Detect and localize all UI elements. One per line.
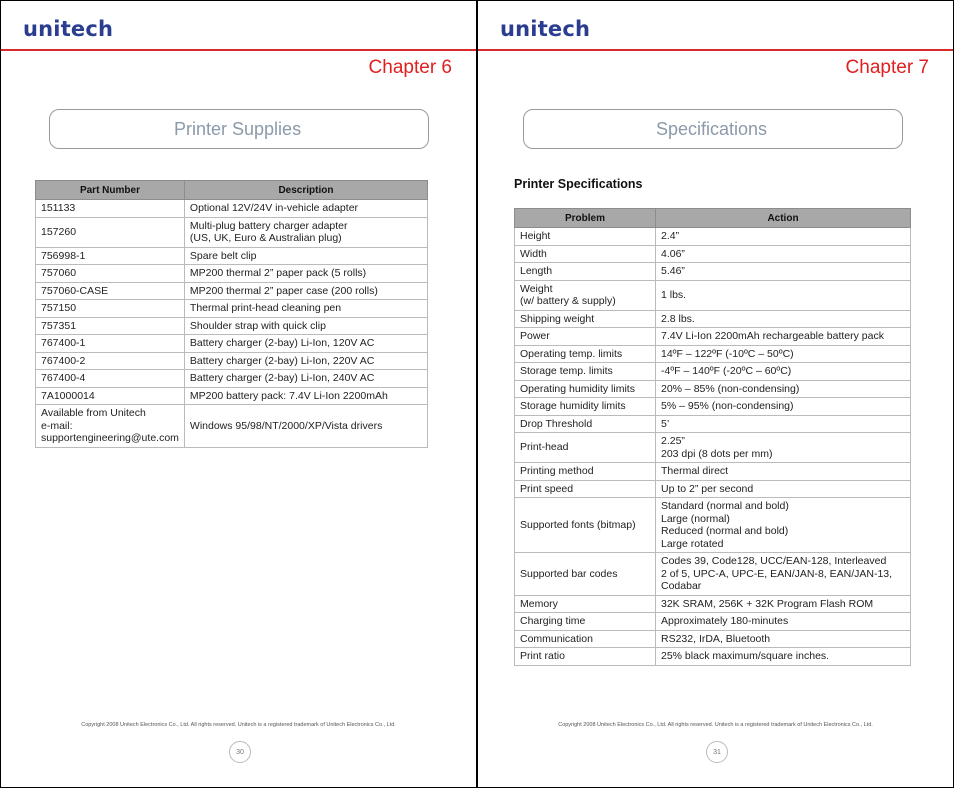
table-row [36, 300, 428, 318]
cell-key: Print speed [515, 480, 656, 498]
cell-value: 2.8 lbs. [656, 310, 911, 328]
cell-key: Available from Unitech e-mail: supportengineering@ute.com [36, 405, 185, 448]
unitech-logo: unitech [23, 17, 114, 41]
cell-key: 151133 [36, 200, 185, 218]
table-row [515, 280, 911, 310]
copyright-footer: Copyright 2008 Unitech Electronics Co., Ltd. All rights reserved. Unitech is a registered trademark of Unitech Electronics Co., Ltd. [81, 722, 396, 728]
column-header: Part Number [36, 181, 185, 200]
cell-value: 5’ [656, 415, 911, 433]
cell-value: Optional 12V/24V in-vehicle adapter [184, 200, 427, 218]
right-page [477, 0, 954, 788]
table-row [515, 310, 911, 328]
cell-value: Spare belt clip [184, 247, 427, 265]
table-row [515, 398, 911, 416]
cell-key: 757150 [36, 300, 185, 318]
table-row [515, 363, 911, 381]
table-row [36, 387, 428, 405]
cell-key: 7A1000014 [36, 387, 185, 405]
table-row [515, 245, 911, 263]
cell-key: 767400-2 [36, 352, 185, 370]
table-row [36, 265, 428, 283]
cell-key: Charging time [515, 613, 656, 631]
cell-value: Windows 95/98/NT/2000/XP/Vista drivers [184, 405, 427, 448]
section-title: Printer Supplies [49, 109, 429, 149]
header-rule [478, 49, 953, 51]
table-row [515, 415, 911, 433]
table-row [36, 247, 428, 265]
table-row [515, 328, 911, 346]
cell-key: Supported bar codes [515, 553, 656, 596]
page-number: 30 [229, 741, 251, 763]
table-row [36, 335, 428, 353]
cell-key: Drop Threshold [515, 415, 656, 433]
cell-value: 5.46” [656, 263, 911, 281]
cell-key: 757351 [36, 317, 185, 335]
cell-key: 757060 [36, 265, 185, 283]
cell-value: 32K SRAM, 256K + 32K Program Flash ROM [656, 595, 911, 613]
cell-key: Communication [515, 630, 656, 648]
table-row [515, 433, 911, 463]
cell-value: -4ºF – 140ºF (-20ºC – 60ºC) [656, 363, 911, 381]
cell-value: 2.25” 203 dpi (8 dots per mm) [656, 433, 911, 463]
cell-value: 4.06” [656, 245, 911, 263]
chapter-label: Chapter 7 [845, 57, 929, 78]
table-row [36, 200, 428, 218]
header-rule [1, 49, 476, 51]
table-row [515, 380, 911, 398]
cell-key: 757060-CASE [36, 282, 185, 300]
cell-key: Printing method [515, 463, 656, 481]
cell-key: 767400-1 [36, 335, 185, 353]
cell-value: MP200 battery pack: 7.4V Li-Ion 2200mAh [184, 387, 427, 405]
column-header: Problem [515, 209, 656, 228]
table-row [36, 317, 428, 335]
cell-value: Up to 2” per second [656, 480, 911, 498]
column-header: Action [656, 209, 911, 228]
cell-key: Width [515, 245, 656, 263]
table-row [36, 405, 428, 448]
cell-key: Storage temp. limits [515, 363, 656, 381]
table-row [36, 282, 428, 300]
cell-value: Battery charger (2-bay) Li-Ion, 240V AC [184, 370, 427, 388]
supplies-body [36, 200, 428, 448]
copyright-footer: Copyright 2008 Unitech Electronics Co., Ltd. All rights reserved. Unitech is a registered trademark of Unitech Electronics Co., Ltd. [558, 722, 873, 728]
column-header: Description [184, 181, 427, 200]
unitech-logo: unitech [500, 17, 591, 41]
table-row [515, 648, 911, 666]
cell-key: Length [515, 263, 656, 281]
cell-value: Approximately 180-minutes [656, 613, 911, 631]
section-title: Specifications [523, 109, 903, 149]
table-row [515, 630, 911, 648]
cell-key: 767400-4 [36, 370, 185, 388]
table-row [515, 553, 911, 596]
cell-value: RS232, IrDA, Bluetooth [656, 630, 911, 648]
printer-specifications-heading: Printer Specifications [514, 177, 643, 191]
table-row [515, 613, 911, 631]
cell-key: Height [515, 228, 656, 246]
cell-key: Weight (w/ battery & supply) [515, 280, 656, 310]
chapter-label: Chapter 6 [368, 57, 452, 78]
table-row [36, 217, 428, 247]
cell-value: 25% black maximum/square inches. [656, 648, 911, 666]
table-row [515, 463, 911, 481]
table-row [515, 595, 911, 613]
table-row [515, 263, 911, 281]
cell-value: Thermal print-head cleaning pen [184, 300, 427, 318]
page-number: 31 [706, 741, 728, 763]
cell-value: 14ºF – 122ºF (-10ºC – 50ºC) [656, 345, 911, 363]
cell-key: Memory [515, 595, 656, 613]
table-row [515, 345, 911, 363]
cell-value: Codes 39, Code128, UCC/EAN-128, Interleaved 2 of 5, UPC-A, UPC-E, EAN/JAN-8, EAN/JAN-13, Codabar [656, 553, 911, 596]
cell-value: 7.4V Li-Ion 2200mAh rechargeable battery pack [656, 328, 911, 346]
cell-value: Shoulder strap with quick clip [184, 317, 427, 335]
table-row [515, 480, 911, 498]
cell-value: 20% – 85% (non-condensing) [656, 380, 911, 398]
cell-value: 1 lbs. [656, 280, 911, 310]
specs-body [515, 228, 911, 666]
cell-key: Print ratio [515, 648, 656, 666]
cell-value: Standard (normal and bold) Large (normal) Reduced (normal and bold) Large rotated [656, 498, 911, 553]
cell-value: 5% – 95% (non-condensing) [656, 398, 911, 416]
cell-value: 2.4” [656, 228, 911, 246]
cell-key: Storage humidity limits [515, 398, 656, 416]
cell-key: Print-head [515, 433, 656, 463]
cell-value: Battery charger (2-bay) Li-Ion, 120V AC [184, 335, 427, 353]
cell-key: 157260 [36, 217, 185, 247]
cell-key: Operating humidity limits [515, 380, 656, 398]
table-row [515, 498, 911, 553]
cell-value: MP200 thermal 2” paper pack (5 rolls) [184, 265, 427, 283]
supplies-table [35, 180, 428, 448]
cell-key: Supported fonts (bitmap) [515, 498, 656, 553]
cell-key: Power [515, 328, 656, 346]
cell-value: Battery charger (2-bay) Li-Ion, 220V AC [184, 352, 427, 370]
cell-key: Operating temp. limits [515, 345, 656, 363]
table-row [515, 228, 911, 246]
specs-table [514, 208, 911, 666]
cell-value: MP200 thermal 2” paper case (200 rolls) [184, 282, 427, 300]
table-row [36, 352, 428, 370]
cell-key: Shipping weight [515, 310, 656, 328]
cell-value: Thermal direct [656, 463, 911, 481]
cell-key: 756998-1 [36, 247, 185, 265]
cell-value: Multi-plug battery charger adapter (US, UK, Euro & Australian plug) [184, 217, 427, 247]
table-row [36, 370, 428, 388]
